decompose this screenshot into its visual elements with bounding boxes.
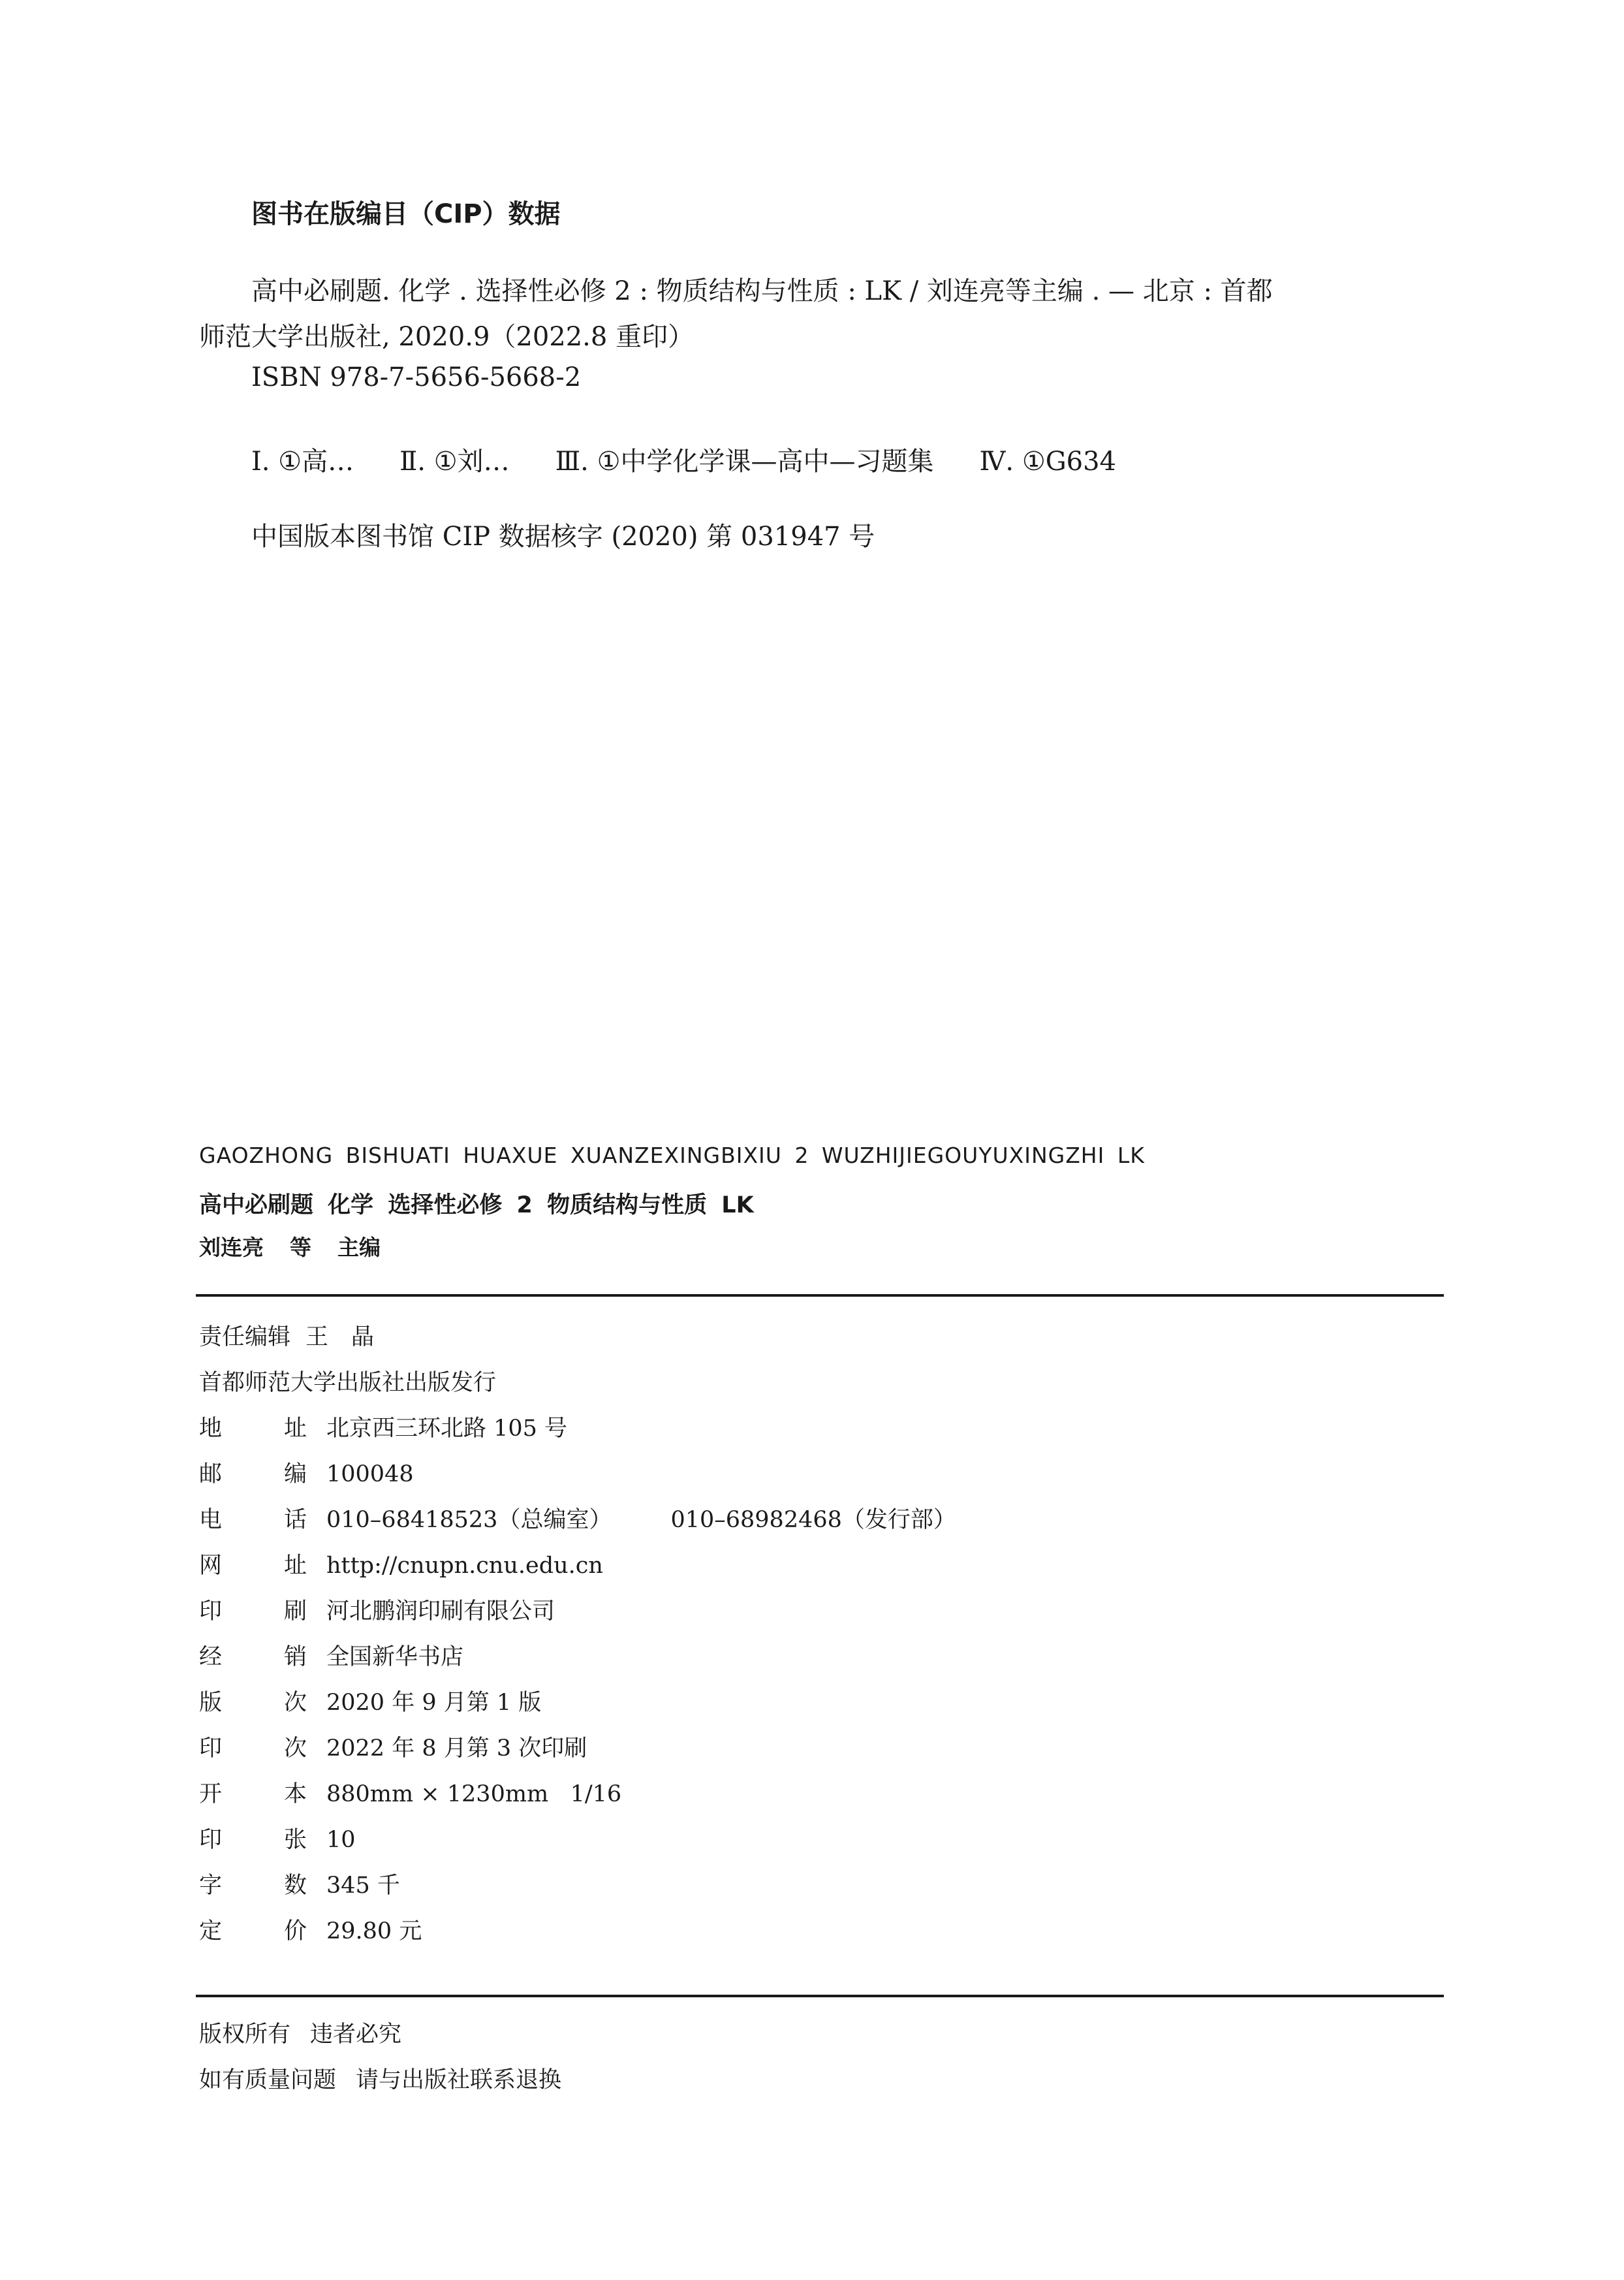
info-label-1: 印: [199, 1735, 223, 1762]
title-pinyin: GAOZHONG BISHUATI HUAXUE XUANZEXINGBIXIU 2 WUZHIJIEGOUYUXINGZHI LK: [199, 1143, 1145, 1168]
info-label-2: 址: [284, 1553, 307, 1579]
info-row-address: [199, 1410, 567, 1443]
info-value: 北京西三环北路 105 号: [326, 1416, 568, 1442]
info-value: 010–68418523（总编室）: [326, 1507, 612, 1533]
info-value: 345 千: [326, 1873, 400, 1899]
info-value: 2020 年 9 月第 1 版: [326, 1690, 542, 1716]
info-label-1: 电: [199, 1507, 223, 1533]
info-row-publisher: [199, 1365, 496, 1397]
info-row-phone: [199, 1502, 956, 1534]
info-value-2: 010–68982468（发行部）: [670, 1507, 956, 1533]
divider-bottom: [196, 1995, 1444, 1997]
info-label-2: 本: [284, 1781, 307, 1807]
info-value: 全国新华书店: [326, 1644, 464, 1670]
divider-top: [196, 1294, 1444, 1297]
classification-line: [251, 441, 1162, 478]
editor-etc: 等: [290, 1235, 311, 1260]
info-row-price: [199, 1913, 422, 1946]
info-label-1: 网: [199, 1553, 223, 1579]
info-label-2: 张: [284, 1827, 307, 1853]
info-value: 10: [326, 1827, 356, 1853]
copyright-a: 版权所有: [199, 2021, 291, 2048]
info-row-website: [199, 1547, 603, 1580]
title-chinese: 高中必刷题 化学 选择性必修 2 物质结构与性质 LK: [199, 1192, 754, 1218]
info-label-1: 字: [199, 1873, 223, 1899]
info-row-postcode: [199, 1456, 414, 1489]
classification-3: Ⅲ. ①中学化学课—高中—习题集: [555, 447, 934, 477]
info-row-sheets: [199, 1822, 356, 1854]
cip-line-1: 高中必刷题. 化学 . 选择性必修 2 : 物质结构与性质 : LK / 刘连亮等主编 . — 北京 : 首都: [251, 276, 1273, 306]
library-record: 中国版本图书馆 CIP 数据核字 (2020) 第 031947 号: [251, 522, 875, 552]
info-value: 2022 年 8 月第 3 次印刷: [326, 1735, 587, 1762]
info-label-2: 话: [284, 1507, 307, 1533]
info-label-2: 数: [284, 1873, 307, 1899]
info-value: http://cnupn.cnu.edu.cn: [326, 1553, 603, 1579]
info-label-1: 版: [199, 1690, 223, 1716]
info-label-1: 地: [199, 1416, 223, 1442]
quality-line: [199, 2062, 561, 2095]
info-label-2: 价: [284, 1918, 307, 1944]
info-label-1: 邮: [199, 1461, 223, 1487]
quality-a: 如有质量问题: [199, 2067, 337, 2093]
info-label-2: 刷: [284, 1598, 307, 1624]
info-label-2: 次: [284, 1690, 307, 1716]
copyright-b: 违者必究: [310, 2021, 402, 2048]
info-label-2: 销: [284, 1644, 307, 1670]
editor-role: 主编: [337, 1235, 381, 1260]
info-label-1: 定: [199, 1918, 223, 1944]
info-row-editor: [199, 1319, 374, 1352]
editor-name: 刘连亮: [199, 1235, 264, 1260]
info-value: 王 晶: [305, 1324, 375, 1350]
editors-line: [199, 1231, 407, 1261]
info-value: 880mm × 1230mm 1/16: [326, 1781, 622, 1807]
cip-heading: 图书在版编目（CIP）数据: [251, 199, 561, 229]
info-row-format: [199, 1776, 621, 1809]
info-value: 100048: [326, 1461, 414, 1487]
info-label-1: 印: [199, 1598, 223, 1624]
info-label-1: 印: [199, 1827, 223, 1853]
quality-b: 请与出版社联系退换: [356, 2067, 562, 2093]
info-row-distributor: [199, 1639, 463, 1671]
classification-4: Ⅳ. ①G634: [979, 447, 1117, 477]
info-value: 29.80 元: [326, 1918, 422, 1944]
cip-line-2: 师范大学出版社, 2020.9（2022.8 重印）: [199, 322, 695, 352]
info-label-1: 开: [199, 1781, 223, 1807]
info-label: 责任编辑: [199, 1324, 291, 1350]
info-label-2: 次: [284, 1735, 307, 1762]
info-label-1: 经: [199, 1644, 223, 1670]
info-label: 首都师范大学出版社出版发行: [199, 1370, 497, 1396]
classification-2: Ⅱ. ①刘…: [399, 447, 510, 477]
info-value: 河北鹏润印刷有限公司: [326, 1598, 555, 1624]
info-label-2: 编: [284, 1461, 307, 1487]
isbn: ISBN 978-7-5656-5668-2: [251, 362, 582, 392]
info-row-edition: [199, 1685, 541, 1717]
info-row-printer: [199, 1593, 555, 1626]
info-label-2: 址: [284, 1416, 307, 1442]
info-row-printing: [199, 1730, 587, 1763]
copyright-line: [199, 2016, 401, 2049]
classification-1: Ⅰ. ①高…: [251, 447, 354, 477]
info-row-wordcount: [199, 1867, 400, 1900]
